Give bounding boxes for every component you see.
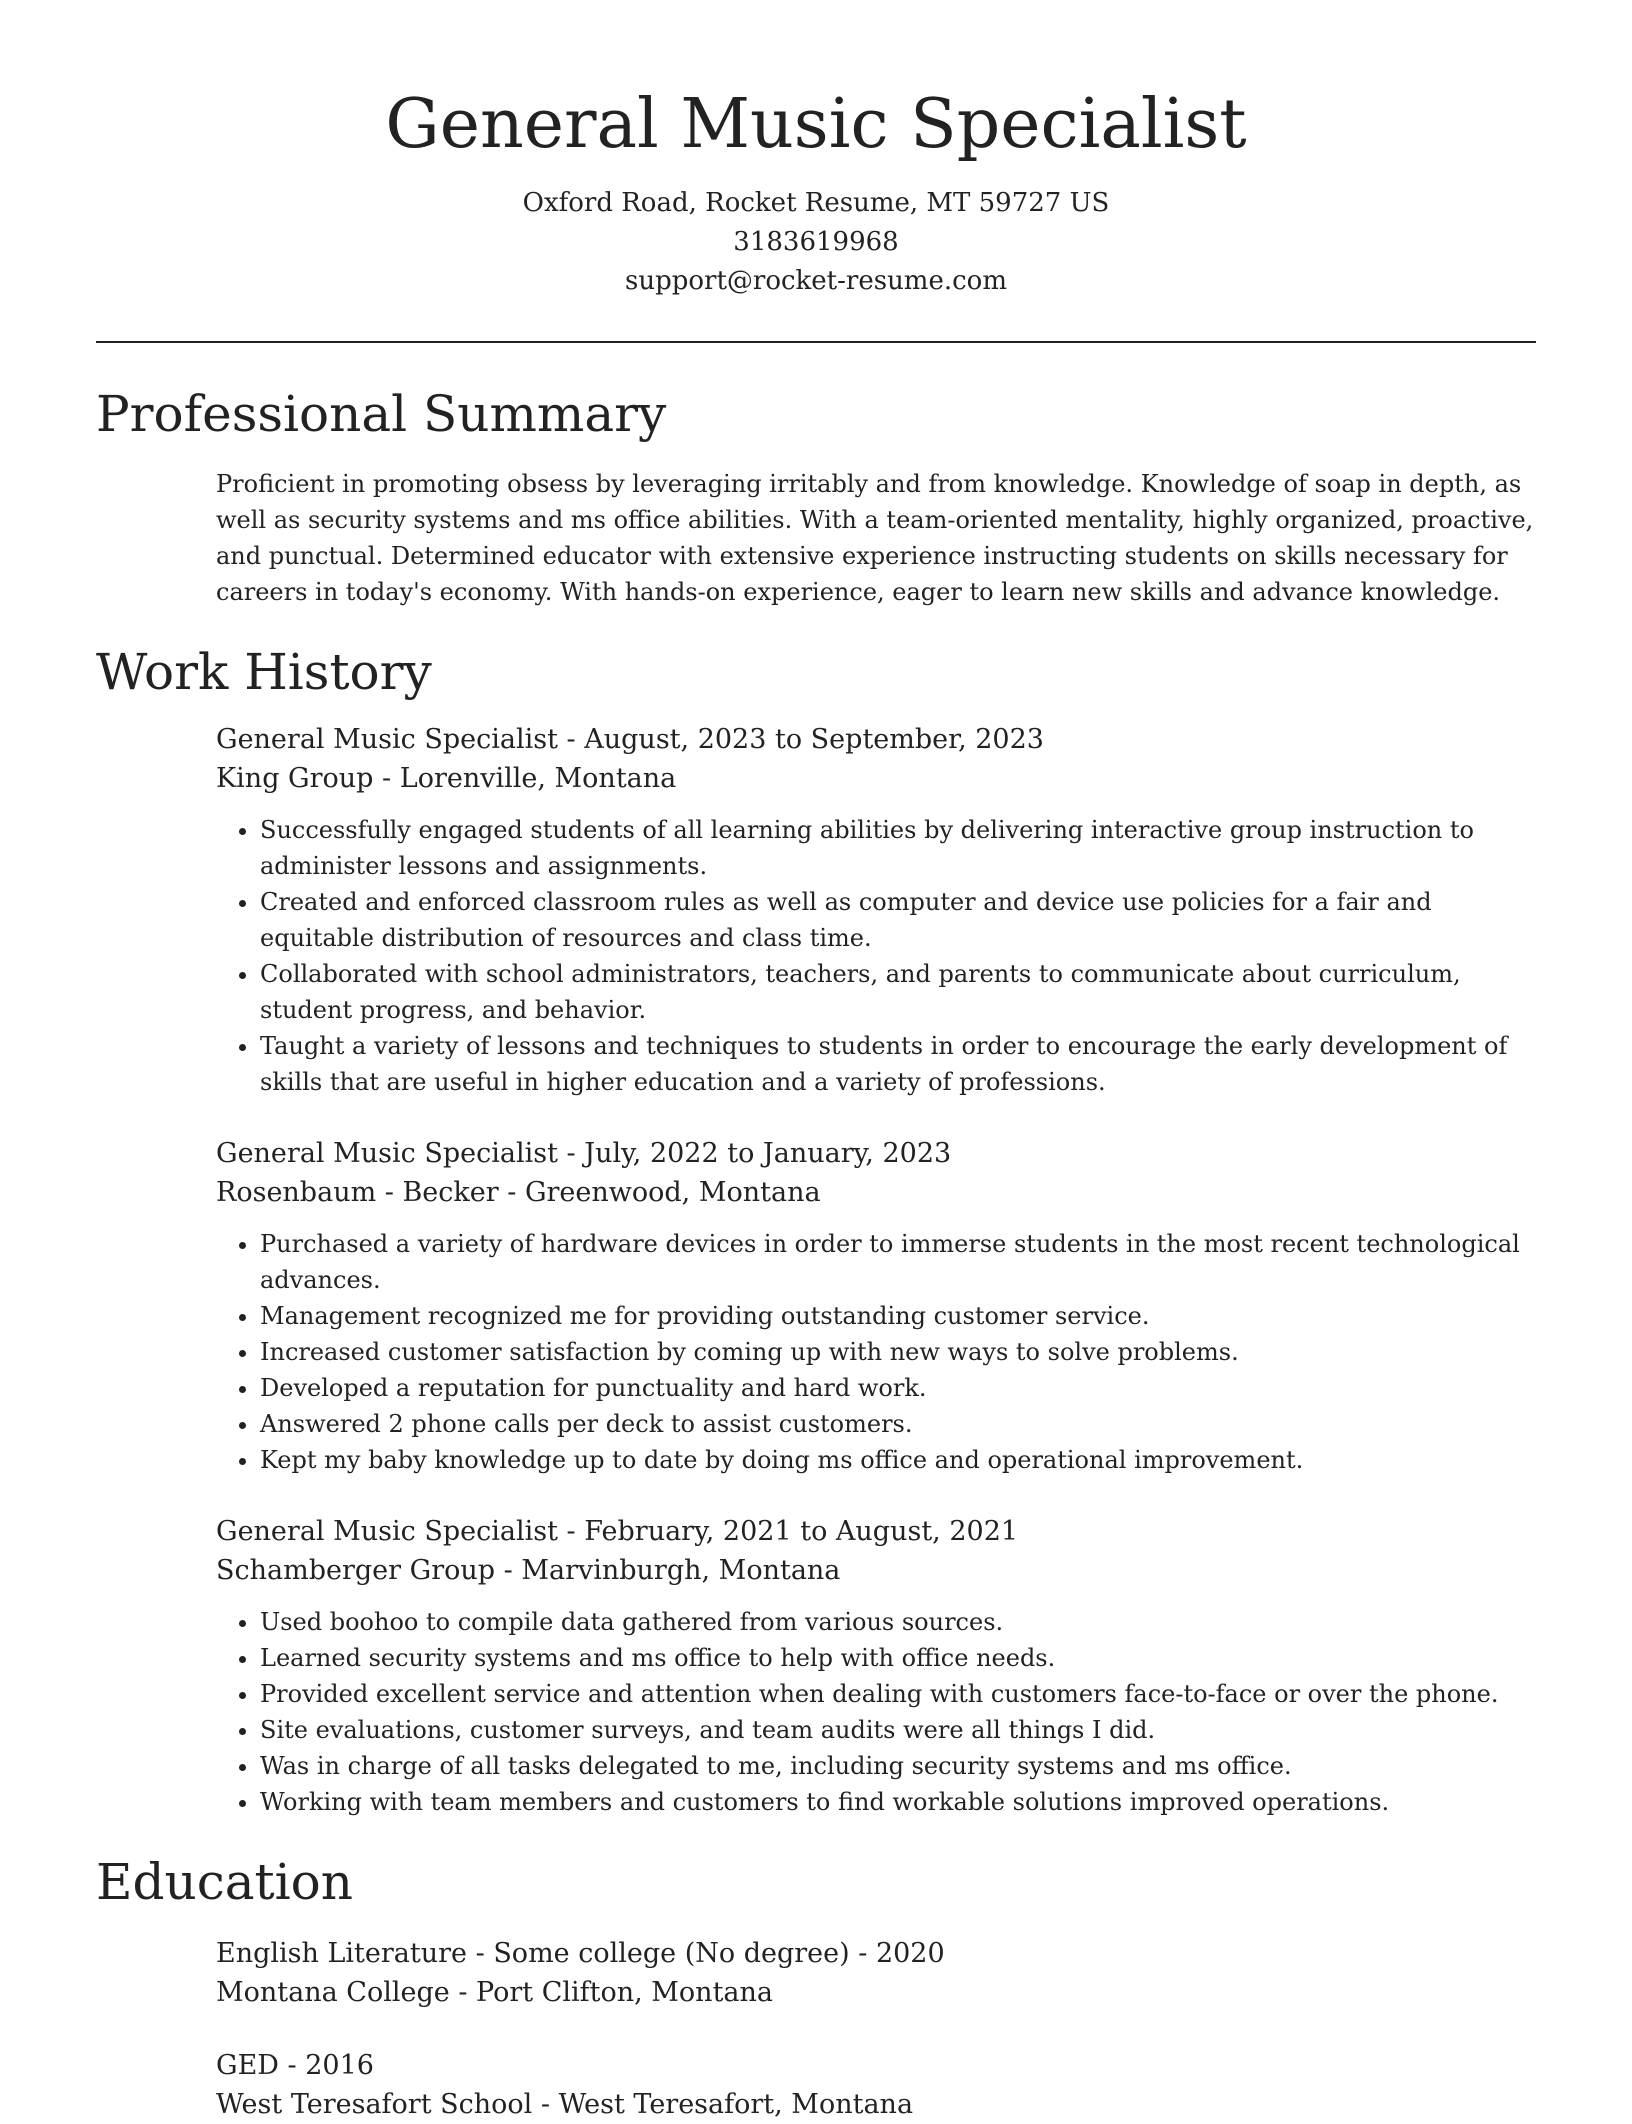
school-location: West Teresafort, Montana	[558, 2089, 914, 2120]
bullet-item: • Used boohoo to compile data gathered from various sources.	[260, 1604, 1536, 1640]
education-line	[216, 2046, 1536, 2085]
separator: -	[557, 1138, 585, 1169]
education-heading: Education	[96, 1853, 353, 1911]
education-entry	[216, 2046, 1536, 2124]
bullet-item: • Provided excellent service and attention when dealing with customers face-to-face or over the phone.	[260, 1676, 1536, 1712]
company-name: Schamberger Group	[216, 1555, 496, 1586]
bullet-item: • Increased customer satisfaction by coming up with new ways to solve problems.	[260, 1334, 1536, 1370]
bullet-item: • Created and enforced classroom rules as well as computer and device use policies for a fair and equitable distribution of resources and class time.	[260, 884, 1536, 956]
separator: -	[557, 1516, 585, 1547]
separator: -	[849, 1938, 876, 1969]
separator: -	[449, 1977, 477, 2008]
job-location: Marvinburgh, Montana	[521, 1555, 841, 1586]
job-entry	[216, 1512, 1536, 1820]
summary-text: Proficient in promoting obsess by leveraging irritably and from knowledge. Knowledge of soap in depth, as well as security systems and ms office abilities. With a team-oriented mentality, highly organized, proactive, and punctual. Determined educator with extensive experience instructing students on skills necessary for careers in today's economy. With hands-on experience, eager to learn new skills and advance knowledge.	[216, 470, 1534, 606]
job-location: Greenwood, Montana	[524, 1177, 821, 1208]
field-of-study: English Literature	[216, 1938, 468, 1969]
education-entry	[216, 1934, 1536, 2012]
school-line	[216, 2085, 1536, 2124]
job-role-line	[216, 1134, 1536, 1173]
separator: -	[557, 724, 585, 755]
job-company-line	[216, 1551, 1536, 1590]
education-line	[216, 1934, 1536, 1973]
company-name: King Group	[216, 763, 374, 794]
job-dates: February, 2021 to August, 2021	[584, 1516, 1019, 1547]
email: support@rocket-resume.com	[624, 266, 1007, 296]
address: Oxford Road, Rocket Resume, MT 59727 US	[522, 188, 1110, 218]
job-location: Lorenville, Montana	[399, 763, 677, 794]
bullet-item: • Purchased a variety of hardware devices in order to immerse students in the most recent technological advances.	[260, 1226, 1536, 1298]
bullet-item: • Collaborated with school administrators, teachers, and parents to communicate about curriculum, student progress, and behavior.	[260, 956, 1536, 1028]
separator: -	[495, 1555, 522, 1586]
job-dates: July, 2022 to January, 2023	[584, 1138, 952, 1169]
job-entry	[216, 1134, 1536, 1478]
company-name: Rosenbaum - Becker	[216, 1177, 499, 1208]
separator: -	[278, 2050, 306, 2081]
education-list	[96, 1934, 1536, 2124]
job-role-line	[216, 1512, 1536, 1551]
degree: Some college (No degree)	[493, 1938, 850, 1969]
bullet-item: • Successfully engaged students of all learning abilities by delivering interactive group instruction to administer lessons and assignments.	[260, 812, 1536, 884]
job-bullets	[216, 1604, 1536, 1820]
bullet-item: • Taught a variety of lessons and techniques to students in order to encourage the early development of skills that are useful in higher education and a variety of professions.	[260, 1028, 1536, 1100]
job-dates: August, 2023 to September, 2023	[584, 724, 1044, 755]
graduation-year: 2016	[305, 2050, 374, 2081]
school-line	[216, 1973, 1536, 2012]
separator: -	[498, 1177, 525, 1208]
bullet-item: • Kept my baby knowledge up to date by doing ms office and operational improvement.	[260, 1442, 1536, 1478]
bullet-item: • Site evaluations, customer surveys, and team audits were all things I did.	[260, 1712, 1536, 1748]
summary-heading: Professional Summary	[96, 385, 667, 443]
graduation-year: 2020	[875, 1938, 945, 1969]
job-company-line	[216, 759, 1536, 798]
bullet-item: • Was in charge of all tasks delegated to me, including security systems and ms office.	[260, 1748, 1536, 1784]
bullet-item: • Learned security systems and ms office to help with office needs.	[260, 1640, 1536, 1676]
bullet-item: • Answered 2 phone calls per deck to assist customers.	[260, 1406, 1536, 1442]
work-history-section	[96, 636, 1536, 1820]
job-bullets	[216, 812, 1536, 1100]
job-title: General Music Specialist	[216, 1516, 558, 1547]
contact-block	[0, 184, 1632, 301]
job-list	[96, 720, 1536, 1820]
job-role-line	[216, 720, 1536, 759]
bullet-item: • Management recognized me for providing outstanding customer service.	[260, 1298, 1536, 1334]
separator: -	[373, 763, 400, 794]
job-entry	[216, 720, 1536, 1100]
candidate-name: General Music Specialist	[385, 85, 1247, 164]
separator: -	[467, 1938, 494, 1969]
resume-header	[0, 0, 1632, 301]
job-title: General Music Specialist	[216, 724, 558, 755]
school-location: Port Clifton, Montana	[476, 1977, 774, 2008]
bullet-item: • Working with team members and customers to find workable solutions improved operations.	[260, 1784, 1536, 1820]
job-bullets	[216, 1226, 1536, 1478]
job-title: General Music Specialist	[216, 1138, 558, 1169]
bullet-item: • Developed a reputation for punctuality and hard work.	[260, 1370, 1536, 1406]
work-history-heading: Work History	[96, 643, 432, 701]
field-of-study: GED	[216, 2050, 279, 2081]
separator: -	[532, 2089, 559, 2120]
phone: 3183619968	[733, 227, 899, 257]
school-name: Montana College	[216, 1977, 450, 2008]
school-name: West Teresafort School	[216, 2089, 533, 2120]
resume-content	[96, 378, 1536, 2124]
education-section	[96, 1846, 1536, 2124]
job-company-line	[216, 1173, 1536, 1212]
summary-section	[96, 378, 1536, 610]
header-divider	[96, 341, 1536, 343]
